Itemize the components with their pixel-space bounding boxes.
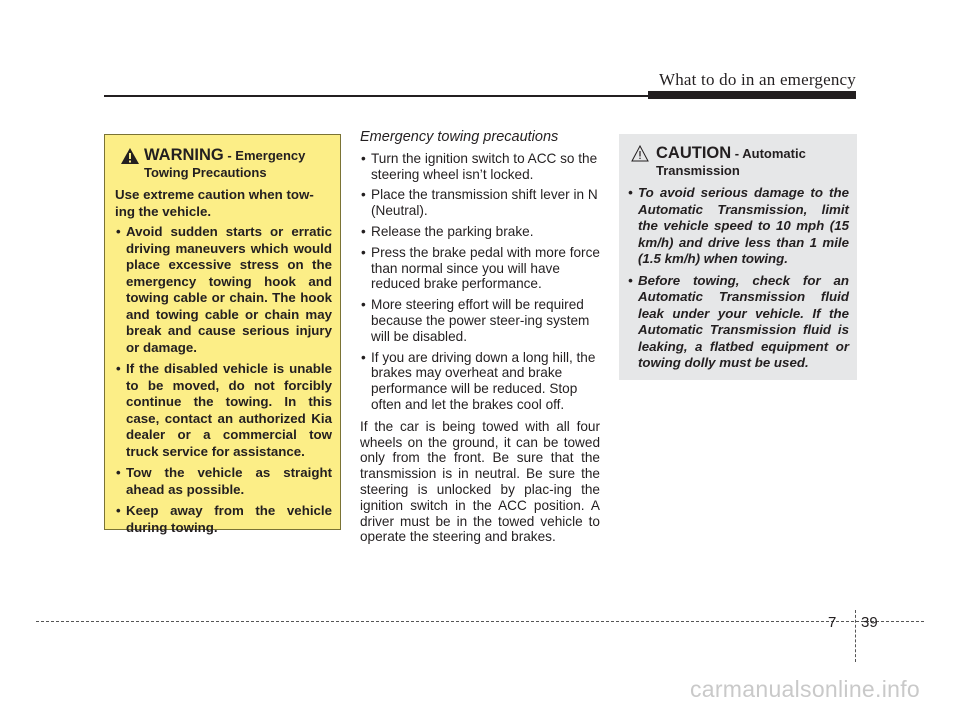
warning-subtitle-cont: Towing Precautions	[144, 164, 267, 180]
caution-item: • Before towing, check for an Automatic Transmission fluid leak under your vehicle. If the Automatic Transmission fluid is leaking, a flatbed equipment or towing dolly must be used.	[627, 273, 849, 372]
precaution-item: • If you are driving down a long hill, the brakes may overheat and brake performance will be reduced. Stop often and let the brakes cool off.	[360, 350, 600, 413]
precaution-item: • Place the transmission shift lever in N (Neutral).	[360, 187, 600, 219]
footer-rule	[36, 621, 924, 622]
caution-list	[627, 185, 849, 372]
warning-item: • If the disabled vehicle is unable to be moved, do not forcibly continue the towing. In this case, contact an authorized Kia dealer or a commercial tow truck service for assistance.	[115, 361, 332, 460]
precaution-item: • Turn the ignition switch to ACC so the steering wheel isn’t locked.	[360, 151, 600, 183]
caution-title	[656, 145, 849, 179]
warning-item: • Tow the vehicle as straight ahead as possible.	[115, 465, 332, 498]
precaution-item: • More steering effort will be required because the power steer-ing system will be disabled.	[360, 297, 600, 344]
caution-box	[619, 134, 857, 380]
page-number: 39	[861, 614, 878, 631]
warning-triangle-icon	[120, 147, 140, 165]
towing-precautions-section	[360, 130, 600, 545]
section-heading: Emergency towing precautions	[360, 129, 559, 145]
caution-subtitle-cont: Transmission	[656, 162, 740, 178]
watermark: carmanualsonline.info	[689, 676, 920, 702]
caution-item: • To avoid serious damage to the Automatic Transmission, limit the vehicle speed to 10 mph (15 km/h) and drive less than 1 mile (1.5 km/h) when towing.	[627, 185, 849, 268]
precaution-item: • Release the parking brake.	[360, 224, 600, 240]
section-number: 7	[828, 614, 837, 631]
warning-label: WARNING	[144, 146, 224, 164]
precaution-item: • Press the brake pedal with more force than normal since you will have reduced brake performance.	[360, 245, 600, 292]
header-accent-bar	[648, 91, 856, 99]
footer-divider	[855, 610, 856, 662]
precaution-list	[360, 151, 600, 413]
warning-box	[104, 134, 341, 535]
warning-header	[115, 147, 332, 181]
caution-triangle-icon	[631, 145, 649, 162]
page-header-title: What to do in an emergency	[658, 70, 856, 89]
warning-title	[144, 147, 332, 181]
caution-label: CAUTION	[656, 144, 732, 162]
warning-intro: Use extreme caution when tow-ing the vehicle.	[115, 187, 314, 219]
warning-list	[115, 224, 332, 536]
caution-header	[627, 145, 849, 179]
warning-item: • Keep away from the vehicle during towing.	[115, 503, 332, 536]
towing-paragraph: If the car is being towed with all four wheels on the ground, it can be towed only from the front. Be sure that the transmission is in neutral. Be sure the steering is unlocked by plac-ing the ignition switch in the ACC position. A driver must be in the towed vehicle to operate the steering and brakes.	[360, 418, 600, 545]
warning-item: • Avoid sudden starts or erratic driving maneuvers which would place excessive stress on the emergency towing hook and towing cable or chain. The hook and towing cable or chain may break and cause serious injury or damage.	[115, 224, 332, 356]
caution-subtitle: - Automatic	[731, 146, 806, 161]
warning-subtitle: - Emergency	[223, 148, 306, 163]
